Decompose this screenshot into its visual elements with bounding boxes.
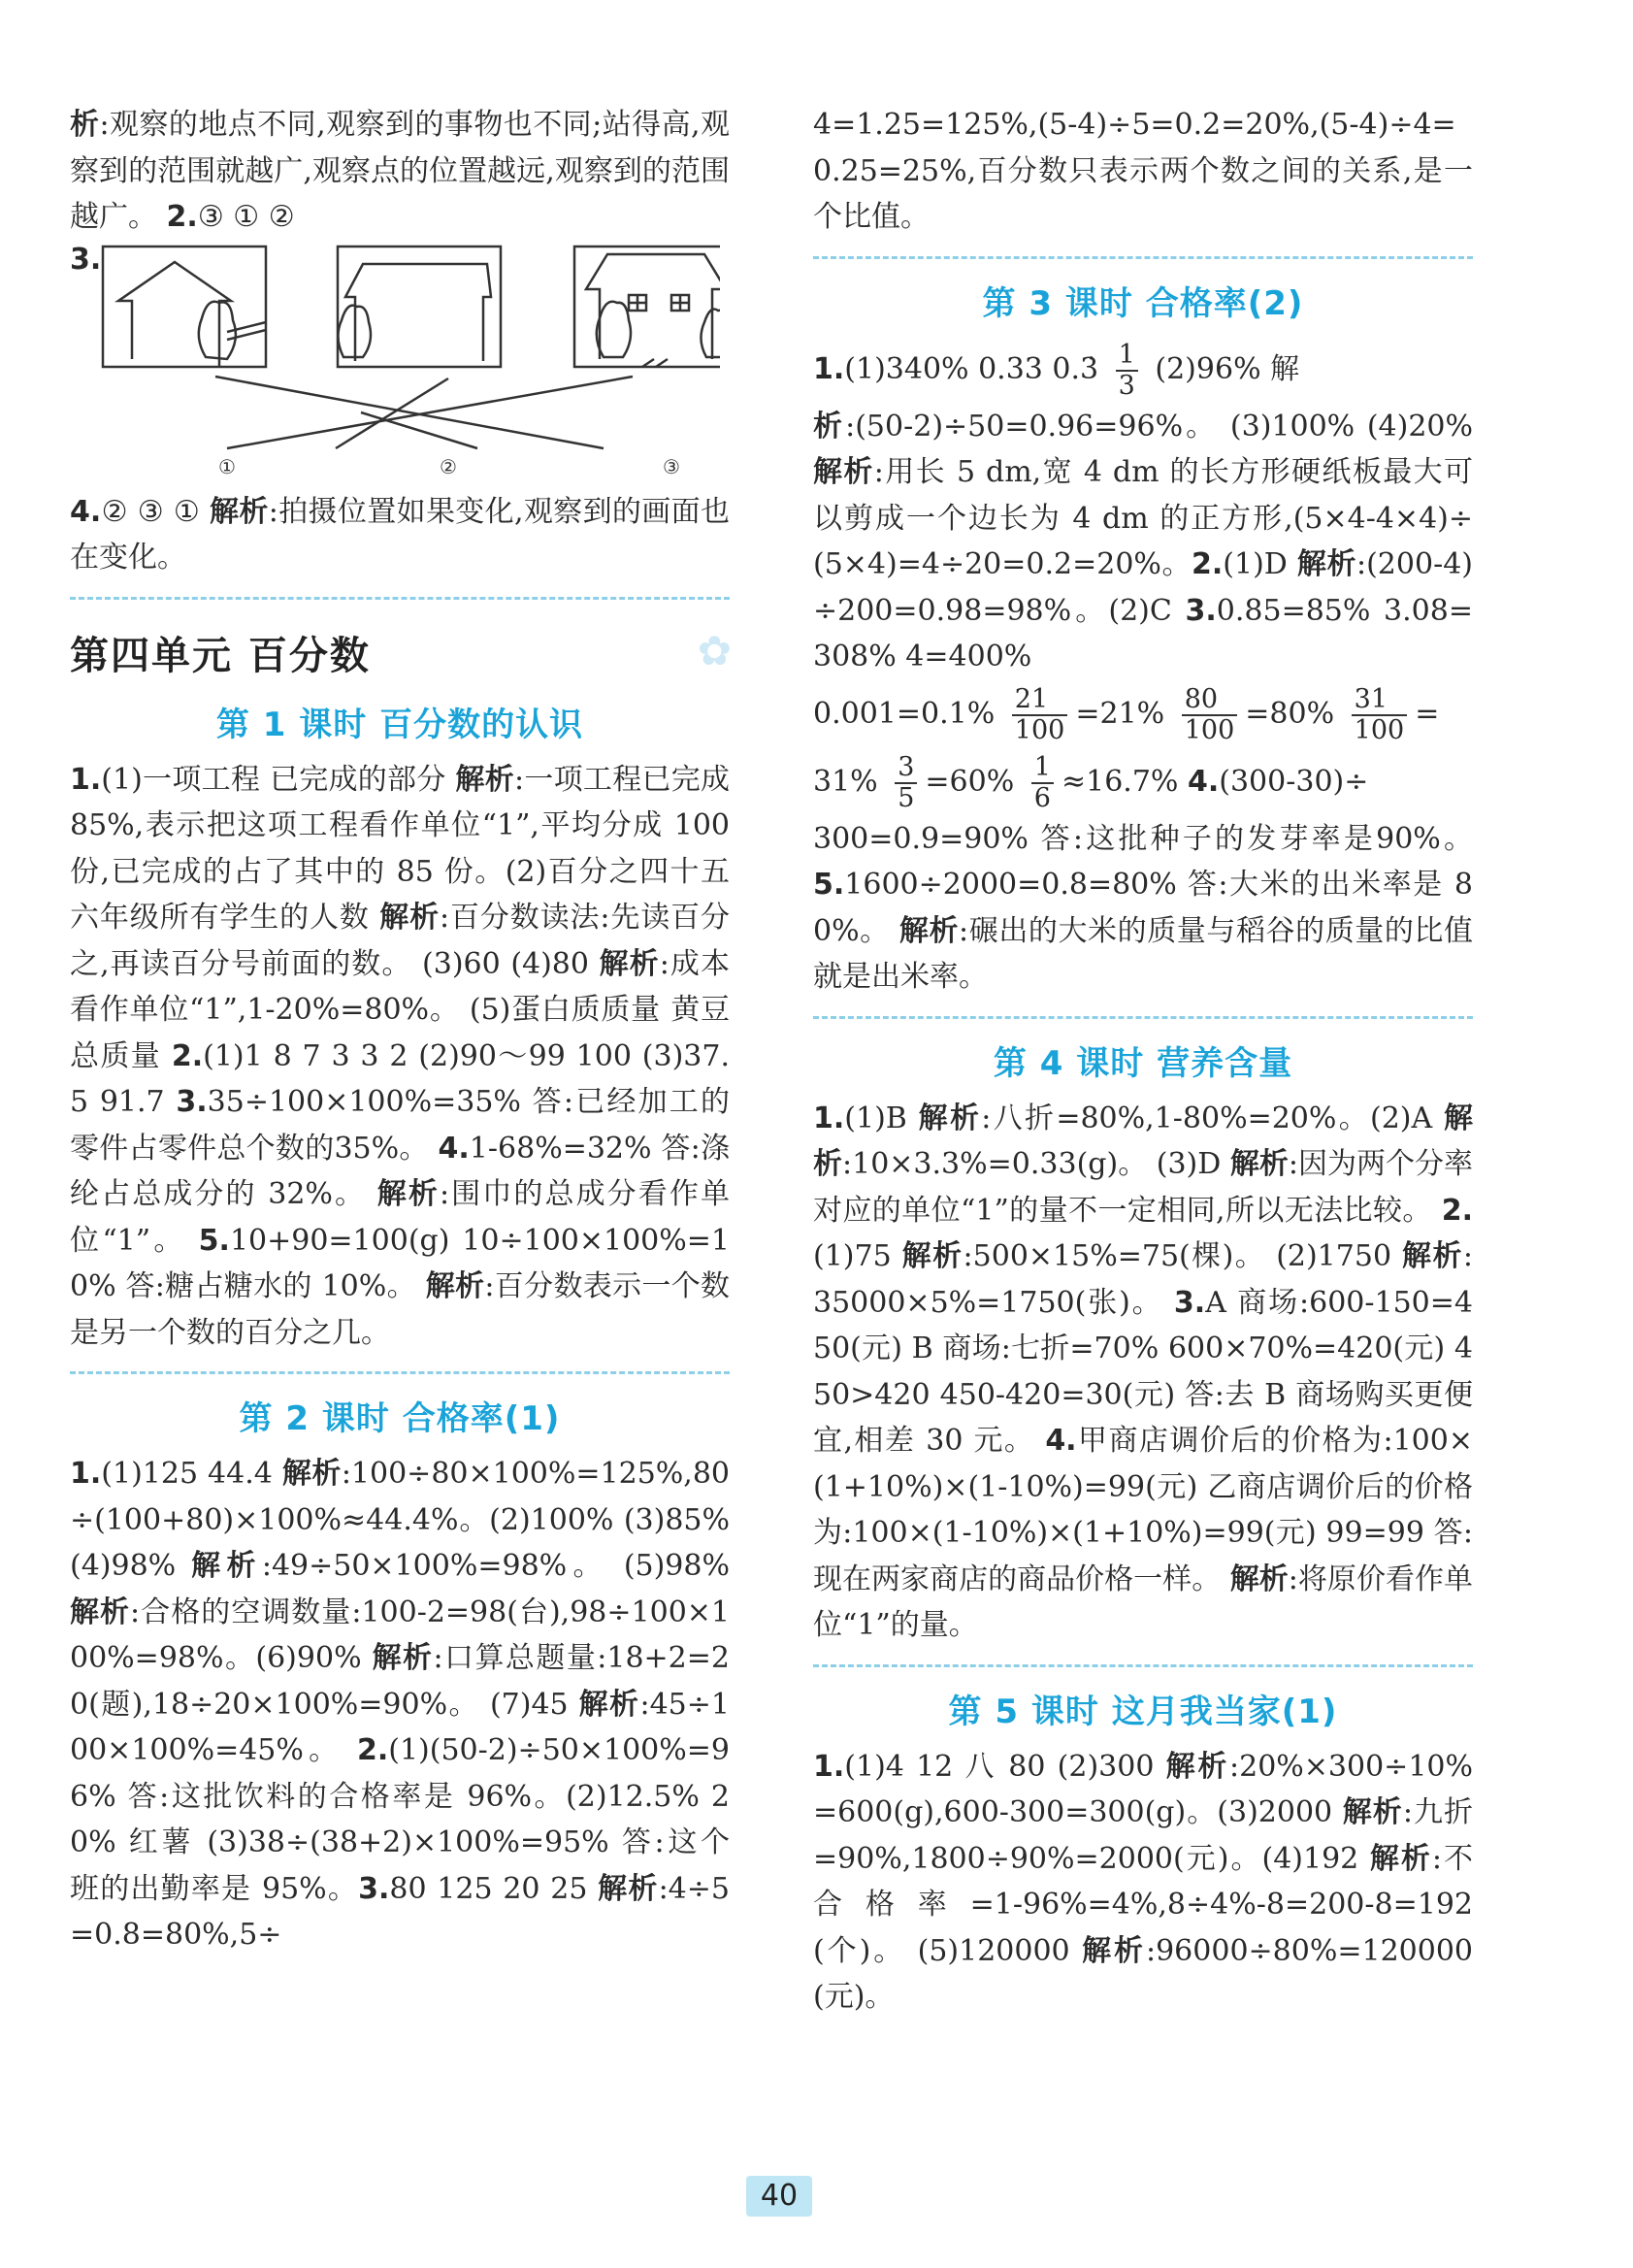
left-column <box>70 102 734 1958</box>
lesson-1-content: 1.(1)一项工程 已完成的部分 解析:一项工程已完成 85%,表示把这项工程看作单位“1”,平均分成 100 份,已完成的占了其中的 85 份。(2)百分之四十五 六年级所有学生的人数 解析:百分数读法:先读百分之,再读百分号前面的数。 (3)60 (4)80 解析:成本看作单位“1”,1-20%=80%。 (5)蛋白质质量 黄豆总质量 2.(1)1 8 7 3 3 2 (2)90～99 100 (3)37.5 91.7 3.35÷100×100%=35% 答:已经加工的零件占零件总个数的35%。 4.1-68%=32% 答:涤纶占总成分的 32%。 解析:围巾的总成分看作单位“1”。 5.10+90=100(g) 10÷100×100%=10% 答:糖占糖水的 10%。 解析:百分数表示一个数是另一个数的百分之几。 <box>70 762 731 1350</box>
house-matching-figure <box>70 243 730 485</box>
divider <box>813 1664 1473 1667</box>
label-q3: 3. <box>70 242 102 277</box>
tree-3a <box>597 301 631 356</box>
lesson-3-content-2: 300=0.9=90% 答:这批种子的发芽率是90%。 5.1600÷2000=0.8=80% 答:大米的出米率是 80%。 解析:碾出的大米的质量与稻谷的质量的比值就是出米率。 <box>813 821 1474 994</box>
label-q4: 4. <box>70 494 102 529</box>
label-q2: 2. <box>166 200 198 234</box>
lesson-3-title: 第 3 课时 合格率(2) <box>982 283 1304 323</box>
q4-answer: ② ③ ① <box>101 494 201 529</box>
star-icon: ✿ <box>697 626 734 674</box>
lesson-3-content: 析:(50-2)÷50=0.96=96%。 (3)100% (4)20% 解析:用长 5 dm,宽 4 dm 的长方形硬纸板最大可以剪成一个边长为 4 dm 的正方形,(5×4-4×4)÷(5×4)=4÷20=0.2=20%。2.(1)D 解析:(200-4)÷200=0.98=98%。(2)C 3.0.85=85% 3.08=308% 4=400% <box>813 409 1474 674</box>
fraction: $\frac{1}{3}$ <box>1116 341 1138 401</box>
right-column <box>813 102 1473 2021</box>
lesson-4-title: 第 4 课时 营养含量 <box>993 1043 1293 1083</box>
match-line-3 <box>336 378 448 448</box>
house-1-outline <box>118 262 231 359</box>
q4-text: :拍摄位置如果变化,观察到的画面也在变化。 <box>70 494 730 575</box>
unit-title <box>70 625 734 680</box>
fraction-line-2: 31% $\frac{3}{5}$ =60% $\frac{1}{6}$ ≈16.7% 4.(300-30)÷ <box>813 751 1369 813</box>
lesson-2-title: 第 2 课时 合格率(1) <box>239 1399 561 1438</box>
page-number: 40 <box>746 2176 812 2217</box>
house-diagram <box>99 243 720 485</box>
divider <box>70 1371 730 1374</box>
divider <box>813 256 1473 259</box>
circle-label-3: ③ <box>663 454 680 478</box>
circle-label-2: ② <box>440 454 457 478</box>
lesson-3-line-1: 1.(1)340% 0.33 0.3̇ $\frac{1}{3}$ (2)96% 解 <box>813 339 1300 401</box>
lesson-2-content: 1.(1)125 44.4 解析:100÷80×100%=125%,80÷(100+80)×100%≈44.4%。(2)100% (3)85% (4)98% 解析:49÷50×100%=98%。 (5)98% 解析:合格的空调数量:100-2=98(台),98÷100×100%=98%。(6)90% 解析:口算总题量:18+2=20(题),18÷20×100%=90%。 (7)45 解析:45÷100×100%=45%。 2.(1)(50-2)÷50×100%=96% 答:这批饮料的合格率是 96%。(2)12.5% 20% 红薯 (3)38÷(38+2)×100%=95% 答:这个班的出勤率是 95%。3.80 125 20 25 解析:4÷5=0.8=80%,5÷ <box>70 1457 731 1952</box>
divider <box>813 1016 1473 1019</box>
fraction-line-1: 0.001=0.1% $\frac{21}{100}$ =21% $\frac{80}{100}$ =80% $\frac{31}{100}$ = <box>813 683 1440 745</box>
circle-label-1: ① <box>218 454 236 478</box>
unit-title-text: 第四单元 百分数 <box>70 633 371 678</box>
continued-paragraph: 4=1.25=125%,(5-4)÷5=0.2=20%,(5-4)÷4=0.25=25%,百分数只表示两个数之间的关系,是一个比值。 <box>813 108 1473 234</box>
tree-3b <box>701 309 720 357</box>
intro-paragraph <box>70 102 730 241</box>
lesson-5-content: 1.(1)4 12 八 80 (2)300 解析:20%×300÷10%=600(g),600-300=300(g)。(3)2000 解析:九折=90%,1800÷90%=2000(元)。(4)192 解析:不合格率=1-96%=4%,8÷4%-8=200-8=192(个)。 (5)120000 解析:96000÷80%=120000(元)。 <box>813 1749 1474 2014</box>
house-box-1 <box>103 247 266 367</box>
divider <box>70 597 730 600</box>
house-3-outline <box>586 254 720 359</box>
label-xi: 析 <box>70 108 100 142</box>
match-line-1 <box>215 377 604 448</box>
q2-answer: ③ ① ② <box>197 200 295 234</box>
match-line-2 <box>227 377 633 448</box>
q4-paragraph <box>70 489 730 581</box>
lesson-1-title: 第 1 课时 百分数的认识 <box>215 705 584 744</box>
intro-text: :观察的地点不同,观察到的事物也不同;站得高,观察到的范围就越广,观察点的位置越远,观察到的范围越广。 <box>70 108 730 234</box>
label-jiexi: 解析 <box>210 494 269 529</box>
lesson-5-title: 第 5 课时 这月我当家(1) <box>948 1692 1338 1731</box>
lesson-4-content: 1.(1)B 解析:八折=80%,1-80%=20%。(2)A 解析:10×3.3%=0.33(g)。 (3)D 解析:因为两个分率对应的单位“1”的量不一定相同,所以无法比较。 2.(1)75 解析:500×15%=75(棵)。 (2)1750 解析:35000×5%=1750(张)。 3.A 商场:600-150=450(元) B 商场:七折=70% 600×70%=420(元) 450>420 450-420=30(元) 答:去 B 商场购买更便宜,相差 30 元。 4.甲商店调价后的价格为:100×(1+10%)×(1-10%)=99(元) 乙商店调价后的价格为:100×(1-10%)×(1+10%)=99(元) 99=99 答:现在两家商店的商品价格一样。 解析:将原价看作单位“1”的量。 <box>813 1101 1474 1642</box>
